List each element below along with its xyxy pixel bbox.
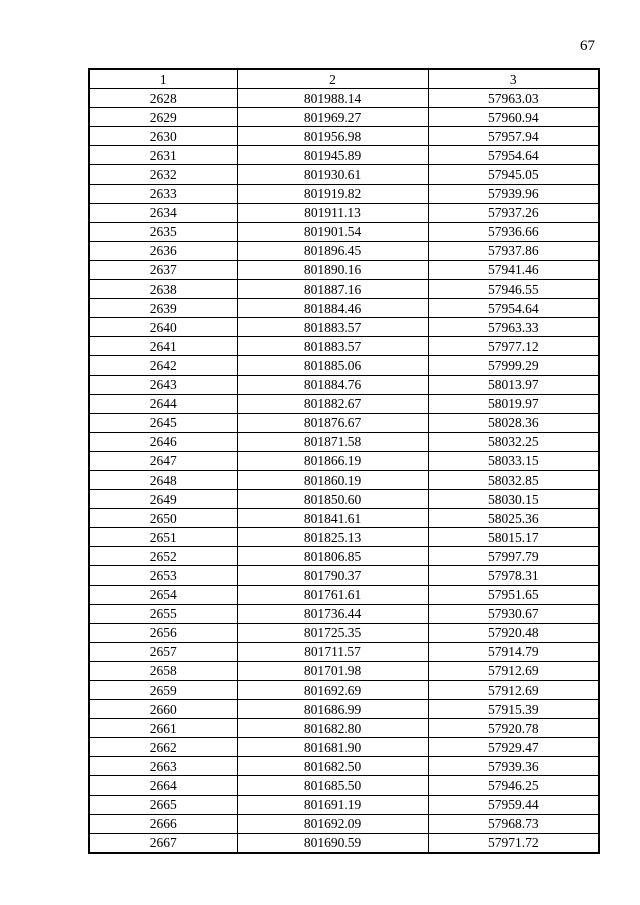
- table-header: [89, 69, 599, 89]
- x-coordinate-cell: 801691.19: [237, 795, 428, 814]
- y-coordinate-cell: 58030.15: [428, 490, 599, 509]
- point-number-cell: 2637: [89, 260, 237, 279]
- coordinates-table: [88, 68, 600, 854]
- point-number-cell: 2639: [89, 299, 237, 318]
- y-coordinate-cell: 58015.17: [428, 528, 599, 547]
- table-body: [89, 89, 599, 853]
- y-coordinate-cell: 57968.73: [428, 814, 599, 833]
- x-coordinate-cell: 801871.58: [237, 432, 428, 451]
- table-row: [89, 280, 599, 299]
- table-row: [89, 757, 599, 776]
- x-coordinate-cell: 801701.98: [237, 661, 428, 680]
- point-number-cell: 2647: [89, 451, 237, 470]
- table-row: [89, 470, 599, 489]
- table-row: [89, 241, 599, 260]
- y-coordinate-cell: 57930.67: [428, 604, 599, 623]
- table-row: [89, 222, 599, 241]
- y-coordinate-cell: 58013.97: [428, 375, 599, 394]
- x-coordinate-cell: 801692.09: [237, 814, 428, 833]
- table-row: [89, 413, 599, 432]
- table-row: [89, 394, 599, 413]
- table-row: [89, 299, 599, 318]
- point-number-cell: 2649: [89, 490, 237, 509]
- point-number-cell: 2634: [89, 203, 237, 222]
- x-coordinate-cell: 801919.82: [237, 184, 428, 203]
- point-number-cell: 2648: [89, 470, 237, 489]
- y-coordinate-cell: 57971.72: [428, 833, 599, 853]
- point-number-cell: 2643: [89, 375, 237, 394]
- table-row: [89, 490, 599, 509]
- table-row: [89, 451, 599, 470]
- table-row: [89, 89, 599, 108]
- x-coordinate-cell: 801884.46: [237, 299, 428, 318]
- y-coordinate-cell: 57937.86: [428, 241, 599, 260]
- table-row: [89, 375, 599, 394]
- point-number-cell: 2658: [89, 661, 237, 680]
- y-coordinate-cell: 57959.44: [428, 795, 599, 814]
- table-row: [89, 700, 599, 719]
- point-number-cell: 2650: [89, 509, 237, 528]
- y-coordinate-cell: 57941.46: [428, 260, 599, 279]
- y-coordinate-cell: 57920.78: [428, 719, 599, 738]
- x-coordinate-cell: 801825.13: [237, 528, 428, 547]
- table-row: [89, 260, 599, 279]
- y-coordinate-cell: 57945.05: [428, 165, 599, 184]
- x-coordinate-cell: 801883.57: [237, 337, 428, 356]
- y-coordinate-cell: 57939.36: [428, 757, 599, 776]
- table-row: [89, 184, 599, 203]
- point-number-cell: 2644: [89, 394, 237, 413]
- point-number-cell: 2641: [89, 337, 237, 356]
- point-number-cell: 2653: [89, 566, 237, 585]
- x-coordinate-cell: 801681.90: [237, 738, 428, 757]
- point-number-cell: 2646: [89, 432, 237, 451]
- point-number-cell: 2635: [89, 222, 237, 241]
- point-number-cell: 2664: [89, 776, 237, 795]
- table-row: [89, 203, 599, 222]
- table-row: [89, 108, 599, 127]
- x-coordinate-cell: 801682.50: [237, 757, 428, 776]
- table-row: [89, 795, 599, 814]
- y-coordinate-cell: 57912.69: [428, 661, 599, 680]
- x-coordinate-cell: 801841.61: [237, 509, 428, 528]
- y-coordinate-cell: 58032.85: [428, 470, 599, 489]
- point-number-cell: 2630: [89, 127, 237, 146]
- x-coordinate-cell: 801890.16: [237, 260, 428, 279]
- point-number-cell: 2656: [89, 623, 237, 642]
- y-coordinate-cell: 57946.55: [428, 280, 599, 299]
- y-coordinate-cell: 57963.03: [428, 89, 599, 108]
- x-coordinate-cell: 801866.19: [237, 451, 428, 470]
- x-coordinate-cell: 801884.76: [237, 375, 428, 394]
- x-coordinate-cell: 801885.06: [237, 356, 428, 375]
- x-coordinate-cell: 801761.61: [237, 585, 428, 604]
- y-coordinate-cell: 57914.79: [428, 642, 599, 661]
- table-row: [89, 681, 599, 700]
- column-header-2: 2: [237, 69, 428, 89]
- point-number-cell: 2628: [89, 89, 237, 108]
- table-row: [89, 814, 599, 833]
- point-number-cell: 2662: [89, 738, 237, 757]
- y-coordinate-cell: 57920.48: [428, 623, 599, 642]
- point-number-cell: 2638: [89, 280, 237, 299]
- y-coordinate-cell: 58032.25: [428, 432, 599, 451]
- point-number-cell: 2633: [89, 184, 237, 203]
- y-coordinate-cell: 57954.64: [428, 146, 599, 165]
- point-number-cell: 2661: [89, 719, 237, 738]
- x-coordinate-cell: 801911.13: [237, 203, 428, 222]
- point-number-cell: 2652: [89, 547, 237, 566]
- x-coordinate-cell: 801685.50: [237, 776, 428, 795]
- table-row: [89, 833, 599, 853]
- page-number: 67: [580, 38, 595, 54]
- y-coordinate-cell: 58019.97: [428, 394, 599, 413]
- table-row: [89, 719, 599, 738]
- point-number-cell: 2632: [89, 165, 237, 184]
- point-number-cell: 2645: [89, 413, 237, 432]
- point-number-cell: 2636: [89, 241, 237, 260]
- x-coordinate-cell: 801806.85: [237, 547, 428, 566]
- x-coordinate-cell: 801692.69: [237, 681, 428, 700]
- x-coordinate-cell: 801711.57: [237, 642, 428, 661]
- table-row: [89, 547, 599, 566]
- point-number-cell: 2657: [89, 642, 237, 661]
- y-coordinate-cell: 57946.25: [428, 776, 599, 795]
- x-coordinate-cell: 801736.44: [237, 604, 428, 623]
- x-coordinate-cell: 801682.80: [237, 719, 428, 738]
- y-coordinate-cell: 57937.26: [428, 203, 599, 222]
- point-number-cell: 2642: [89, 356, 237, 375]
- point-number-cell: 2660: [89, 700, 237, 719]
- table-row: [89, 509, 599, 528]
- x-coordinate-cell: 801956.98: [237, 127, 428, 146]
- x-coordinate-cell: 801887.16: [237, 280, 428, 299]
- y-coordinate-cell: 57929.47: [428, 738, 599, 757]
- column-header-1: 1: [89, 69, 237, 89]
- table-row: [89, 738, 599, 757]
- point-number-cell: 2655: [89, 604, 237, 623]
- y-coordinate-cell: 57999.29: [428, 356, 599, 375]
- point-number-cell: 2631: [89, 146, 237, 165]
- y-coordinate-cell: 58025.36: [428, 509, 599, 528]
- x-coordinate-cell: 801988.14: [237, 89, 428, 108]
- column-header-3: 3: [428, 69, 599, 89]
- point-number-cell: 2651: [89, 528, 237, 547]
- x-coordinate-cell: 801930.61: [237, 165, 428, 184]
- point-number-cell: 2663: [89, 757, 237, 776]
- y-coordinate-cell: 57963.33: [428, 318, 599, 337]
- y-coordinate-cell: 57954.64: [428, 299, 599, 318]
- table-row: [89, 337, 599, 356]
- y-coordinate-cell: 57997.79: [428, 547, 599, 566]
- y-coordinate-cell: 57951.65: [428, 585, 599, 604]
- table-row: [89, 661, 599, 680]
- table-row: [89, 318, 599, 337]
- header-row: [89, 69, 599, 89]
- table-row: [89, 642, 599, 661]
- x-coordinate-cell: 801860.19: [237, 470, 428, 489]
- y-coordinate-cell: 58028.36: [428, 413, 599, 432]
- x-coordinate-cell: 801725.35: [237, 623, 428, 642]
- table-row: [89, 127, 599, 146]
- x-coordinate-cell: 801876.67: [237, 413, 428, 432]
- x-coordinate-cell: 801882.67: [237, 394, 428, 413]
- x-coordinate-cell: 801686.99: [237, 700, 428, 719]
- table-row: [89, 604, 599, 623]
- table-row: [89, 623, 599, 642]
- x-coordinate-cell: 801790.37: [237, 566, 428, 585]
- y-coordinate-cell: 57936.66: [428, 222, 599, 241]
- y-coordinate-cell: 57912.69: [428, 681, 599, 700]
- x-coordinate-cell: 801901.54: [237, 222, 428, 241]
- x-coordinate-cell: 801690.59: [237, 833, 428, 853]
- table-row: [89, 356, 599, 375]
- table-row: [89, 432, 599, 451]
- coordinates-table-container: [88, 68, 598, 854]
- y-coordinate-cell: 57960.94: [428, 108, 599, 127]
- x-coordinate-cell: 801883.57: [237, 318, 428, 337]
- table-row: [89, 146, 599, 165]
- point-number-cell: 2666: [89, 814, 237, 833]
- x-coordinate-cell: 801969.27: [237, 108, 428, 127]
- table-row: [89, 528, 599, 547]
- y-coordinate-cell: 57978.31: [428, 566, 599, 585]
- y-coordinate-cell: 57939.96: [428, 184, 599, 203]
- table-row: [89, 566, 599, 585]
- y-coordinate-cell: 58033.15: [428, 451, 599, 470]
- point-number-cell: 2665: [89, 795, 237, 814]
- y-coordinate-cell: 57977.12: [428, 337, 599, 356]
- x-coordinate-cell: 801896.45: [237, 241, 428, 260]
- y-coordinate-cell: 57957.94: [428, 127, 599, 146]
- point-number-cell: 2659: [89, 681, 237, 700]
- table-row: [89, 585, 599, 604]
- table-row: [89, 165, 599, 184]
- x-coordinate-cell: 801850.60: [237, 490, 428, 509]
- x-coordinate-cell: 801945.89: [237, 146, 428, 165]
- point-number-cell: 2640: [89, 318, 237, 337]
- point-number-cell: 2654: [89, 585, 237, 604]
- point-number-cell: 2629: [89, 108, 237, 127]
- point-number-cell: 2667: [89, 833, 237, 853]
- table-row: [89, 776, 599, 795]
- y-coordinate-cell: 57915.39: [428, 700, 599, 719]
